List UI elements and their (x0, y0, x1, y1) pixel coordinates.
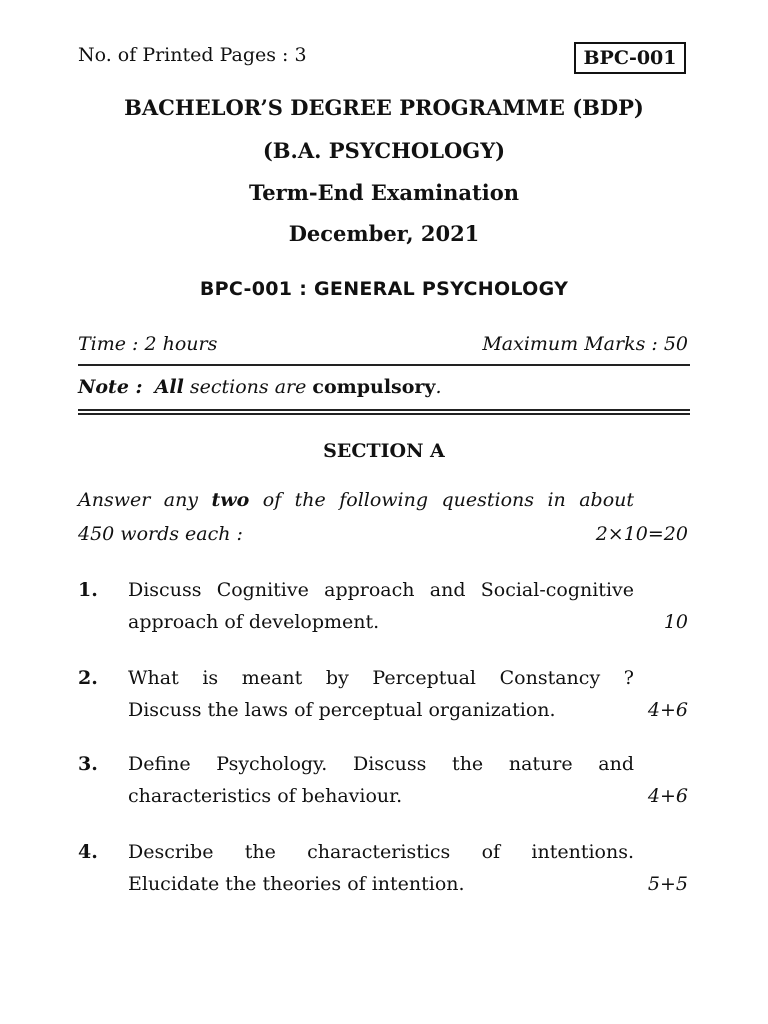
exam-title: Term-End Examination (248, 180, 519, 205)
exam-date: December, 2021 (288, 221, 480, 246)
question-text-line1: Define Psychology. Discuss the nature and (128, 753, 634, 775)
note-all: All (154, 376, 184, 398)
instruction-two: two (211, 489, 250, 511)
course-code: BPC-001 (583, 47, 677, 69)
question-number: 1. (78, 579, 98, 601)
time-allowed: Time : 2 hours (78, 333, 218, 355)
question-marks: 4+6 (647, 785, 688, 807)
question-text-line1: Discuss Cognitive approach and Social-cognitive (128, 579, 634, 601)
note-end: . (435, 376, 442, 398)
question-number: 3. (78, 753, 98, 775)
course-title: BPC-001 : GENERAL PSYCHOLOGY (199, 278, 569, 300)
question-marks: 10 (663, 611, 688, 633)
instruction-text-b: of the following questions in about (262, 489, 635, 511)
course-code-box (574, 42, 686, 74)
subject-title: (B.A. PSYCHOLOGY) (262, 138, 506, 163)
section-heading: SECTION A (323, 440, 445, 462)
programme-title: BACHELOR’S DEGREE PROGRAMME (BDP) (124, 95, 644, 120)
divider-top (78, 364, 690, 366)
question-marks: 4+6 (647, 699, 688, 721)
question-number: 2. (78, 667, 98, 689)
note-mid: sections are (189, 376, 307, 398)
question-text-line1: What is meant by Perceptual Constancy ? (128, 667, 634, 689)
section-instruction-line2: 450 words each : (78, 523, 243, 545)
question-marks: 5+5 (647, 873, 688, 895)
note-compulsory: compulsory (312, 376, 436, 398)
section-marks: 2×10=20 (595, 523, 688, 545)
note-line (78, 376, 442, 398)
question-number: 4. (78, 841, 98, 863)
question-text-line1: Describe the characteristics of intentions. (128, 841, 634, 863)
instruction-text-a: Answer any (78, 489, 199, 511)
section-instruction-line1 (78, 489, 634, 511)
note-label: Note : (78, 376, 143, 398)
divider-double-2 (78, 413, 690, 415)
divider-double-1 (78, 409, 690, 411)
maximum-marks: Maximum Marks : 50 (482, 333, 688, 355)
printed-pages: No. of Printed Pages : 3 (78, 44, 307, 66)
question-text-line2: characteristics of behaviour. (128, 785, 403, 807)
question-text-line2: Discuss the laws of perceptual organization. (128, 699, 556, 721)
question-text-line2: Elucidate the theories of intention. (128, 873, 465, 895)
question-text-line2: approach of development. (128, 611, 380, 633)
